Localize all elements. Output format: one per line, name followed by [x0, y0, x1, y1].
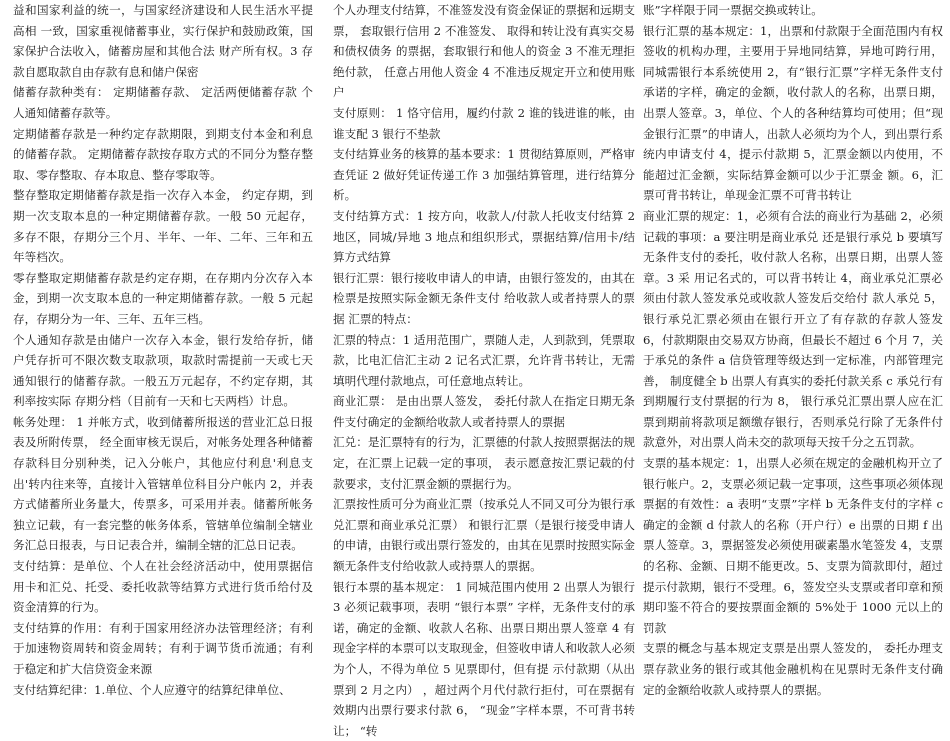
text-column-middle	[333, 0, 635, 738]
paragraph: 储蓄存款种类有： 定期储蓄存款、 定活两便储蓄存款 个人通知储蓄存款等。	[13, 85, 313, 120]
paragraph: 账”字样限于同一票据交换或转让。	[643, 3, 823, 17]
paragraph: 商业汇票的规定：1，必须有合法的商业行为基础 2，必须记载的事项：a 要注明是商业承兑 还是银行承兑 b 要填写无条件支付的委托，收付款人名称，出票日期，出票人签章。3 采 用记名式的，可以背书转让 4，商业承兑汇票必须由付款人签发承兑或收款人签发后交给付 款人承兑 5，银行承兑汇票必须由在银行开立了有存款的存款人签发 6，付款期限由交易双方协商，但最长不超过 6 个月 7，关于承兑的条件 a 信贷管理等级达到一定标准，内部管理完善， 制度健全 b 出票人有真实的委托付款关系 c 承兑行有到期履行支付票据的行为 8， 银行承兑汇票出票人应在汇票到期前将款项足额缴存银行，否则承兑行除了无条件付款意外，对出票人尚未交的款项每天按千分之五罚款。	[643, 208, 943, 450]
paragraph: 支付结算方式：1 按方向，收款人/付款人托收支付结算 2 地区，同城/异地 3 地点和组织形式，票据结算/信用卡/结算方式结算	[333, 208, 635, 265]
paragraph: 商业汇票： 是由出票人签发， 委托付款人在指定日期无条件支付确定的金额给收款人或者持票人的票据	[333, 394, 635, 429]
paragraph: 整存整取定期储蓄存款是指一次存入本金， 约定存期，到期一次支取本息的一种定期储蓄存款。一般 50 元起存，多存不限，存期分三个月、半年、一年、二年、三年和五年等档次。	[13, 188, 313, 265]
paragraph: 银行汇票的基本规定：1，出票和付款限于全面范围内有权签收的机构办理，主要用于异地同结算，异地可跨行用，同城需银行本系统使用 2，有“银行汇票”字样无条件支付承诺的字样，确定的金额，收付款人的名称，出票日期，出票人签章。3，单位、个人的各种结算均可使用；但“现金银行汇票”的申请人，出款人必须均为个人，到出票行系统内申请支付 4，提示付款期 5，汇票金额以内使用，不能超过汇金额，实际结算金额可以少于汇票金 额。6，汇票可背书转让，单现金汇票不可背书转让	[643, 23, 943, 203]
paragraph: 益和国家利益的统一，与国家经济建设和人民生活水平提高相 一致，国家重视储蓄事业，实行保护和鼓励政策，国家保护合法收入，储蓄房屋和其他合法 财产所有权。3 存款自愿取款自由存款有息和储户保密	[13, 3, 313, 79]
paragraph: 个人办理支付结算，不准签发没有资金保证的票据和远期支票， 套取银行信用 2 不准签发、 取得和转让没有真实交易和债权债务 的票据，套取银行和他人的资金 3 不准无理拒绝付款， 任意占用他人资金 4 不准违反规定开立和使用账户	[333, 3, 635, 100]
paragraph: 零存整取定期储蓄存款是约定存期，在存期内分次存入本金，到期一次支取本息的一种定期储蓄存款。一般 5 元起存，存期分为一年、三年、五年三档。	[13, 270, 313, 326]
paragraph: 支付结算纪律：1.单位、个人应遵守的结算纪律单位、	[13, 682, 291, 697]
paragraph: 支付结算：是单位、个人在社会经济活动中，使用票据信用卡和汇兑、托受、委托收款等结算方式进行货币给付及资金清算的行为。	[13, 559, 313, 615]
text-column-right	[643, 0, 943, 697]
paragraph: 银行汇票：银行接收申请人的申请，由银行签发的，由其在检票是按照实际金额无条件支付 给收款人或者持票人的票据 汇票的特点：	[333, 270, 635, 326]
paragraph: 银行本票的基本规定： 1 同城范围内使用 2 出票人为银行 3 必须记载事项，表明 “银行本票” 字样，无条件支付的承诺，确定的金额、收款人名称、出票日期出票人签章 4 有现金字样的本票可以支取现金，但签收申请人和收款人必须为个人，不得为单位 5 见票即付，但有提 示付款期（从出票到 2 月之内） ，超过两个月代付款行拒付，可在票据有效期内出票行要求付款 6， “现金”字样本票，不可背书转让； “转	[333, 579, 635, 738]
paragraph: 汇票的特点：1 适用范围广，票随人走，人到款到，凭票取款，比电汇信汇主动 2 记名式汇票，允许背书转让，无需填明代理付款地点，可任意地点转让。	[333, 332, 635, 388]
paragraph: 支付原则： 1 恪守信用，履约付款 2 谁的钱进谁的帐，由谁支配 3 银行不垫款	[333, 105, 635, 141]
paragraph: 支付结算业务的核算的基本要求：1 贯彻结算原则，严格审查凭证 2 做好凭证传递工作 3 加强结算管理，进行结算分析。	[333, 147, 635, 203]
paragraph: 汇兑：是汇票特有的行为，汇票德的付款人按照票据法的规定，在汇票上记载一定的事项， 表示愿意按汇票记载的付款要求，支付汇票金额的票据行为。	[333, 435, 635, 491]
paragraph: 汇票按性质可分为商业汇票（按承兑人不同又可分为银行承兑汇票和商业承兑汇票） 和银行汇票（是银行接受申请人的申请，由银行或出票行签发的，由其在见票时按照实际金额无条件支付给收款人或持票人的票据。	[333, 497, 635, 574]
paragraph: 定期储蓄存款是一种约定存款期限，到期支付本金和利息的储蓄存款。 定期储蓄存款按存取方式的不同分为整存整取、零存整取、存本取息、整存零取等。	[13, 126, 313, 182]
paragraph: 个人通知存款是由储户一次存入本金，银行发给存折，储户凭存折可不限次数支取款项，取款时需提前一天或七天通知银行的储蓄存款。一般五万元起存，不约定存期，其利率按实际 存期分档（目前有一天和七天两档）计息。	[13, 332, 313, 409]
paragraph: 支票的基本规定：1，出票人必须在规定的金融机构开立了银行帐户。2，支票必须记载一定事项，这些事项必须体现票据的有效性：a 表明“支票”字样 b 无条件支付的字样 c 确定的金额 d 付款人的名称（开户行）e 出票的日期 f 出票人签章。3，票据签发必须使用碳素墨水笔签发 4，支票的名称、金额、日期不能更改。5、支票为简款即付，超过提示付款期，银行不受理。6，签发空头支票或者印章和预期印鉴不符合的要按票面金额的 5%处于 1000 元以上的罚款	[643, 456, 943, 635]
paragraph: 支付结算的作用：有利于国家用经济办法管理经济；有利于加速物资周转和资金周转；有利于调节货币流通；有利于稳定和扩大信贷资金来源	[13, 620, 313, 676]
text-column-left	[13, 0, 313, 697]
paragraph: 支票的概念与基本规定支票是出票人签发的， 委托办理支票存款业务的银行或其他金融机构在见票时无条件支付确定的金额给收款人或持票人的票据。	[643, 641, 943, 697]
paragraph: 帐务处理： 1 并帐方式，收到储蓄所报送的营业汇总日报表及所附传票， 经全面审核无误后，对帐务处理各种储蓄存款科目分别种类，记入分帐户，其他应付利息'利息支出'转内往来等，直接计入管辖单位科目分户帐内 2，并表方式储蓄所业务量大，传票多，可采用并表。储蓄所帐务 独立记载，有一套完整的帐务体系，管辖单位编制全辖业务汇总日报表，与日记表合并，编制全辖的汇总日记表。	[13, 414, 313, 553]
